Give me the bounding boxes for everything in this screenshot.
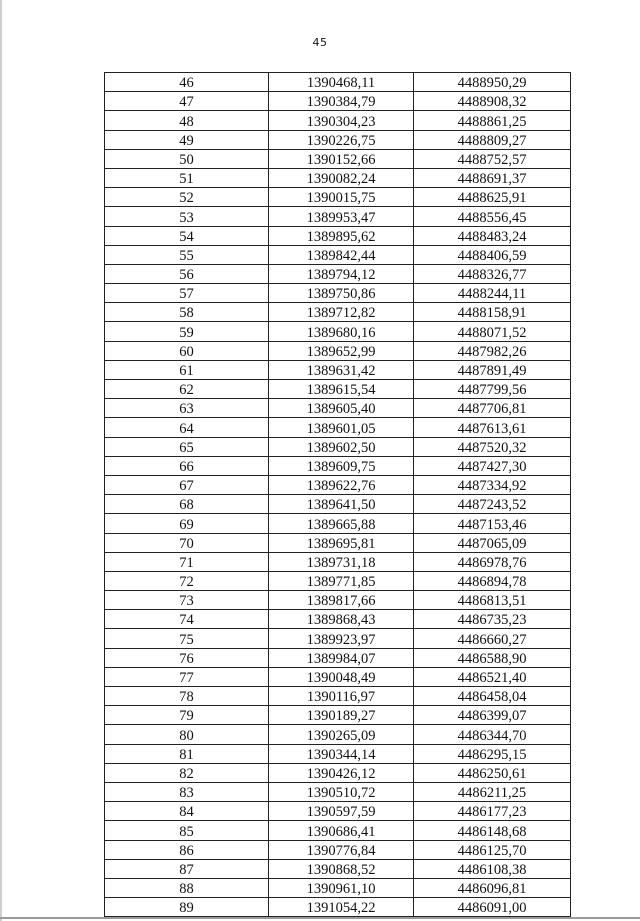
point-number-cell: 51	[105, 168, 269, 187]
x-coordinate-cell: 1389631,42	[269, 360, 414, 379]
table-row	[105, 610, 571, 629]
y-coordinate-cell: 4487243,52	[414, 495, 571, 514]
point-number-cell: 49	[105, 130, 269, 149]
x-coordinate-cell: 1389923,97	[269, 629, 414, 648]
x-coordinate-cell: 1390868,52	[269, 859, 414, 878]
point-number-cell: 73	[105, 591, 269, 610]
table-row	[105, 725, 571, 744]
y-coordinate-cell: 4487982,26	[414, 341, 571, 360]
y-coordinate-cell: 4486108,38	[414, 859, 571, 878]
x-coordinate-cell: 1390597,59	[269, 802, 414, 821]
table-row	[105, 533, 571, 552]
y-coordinate-cell: 4486344,70	[414, 725, 571, 744]
point-number-cell: 61	[105, 360, 269, 379]
x-coordinate-cell: 1390226,75	[269, 130, 414, 149]
y-coordinate-cell: 4486521,40	[414, 667, 571, 686]
point-number-cell: 47	[105, 92, 269, 111]
x-coordinate-cell: 1389680,16	[269, 322, 414, 341]
table-row	[105, 898, 571, 917]
table-row	[105, 437, 571, 456]
table-row	[105, 456, 571, 475]
table-row	[105, 744, 571, 763]
point-number-cell: 80	[105, 725, 269, 744]
point-number-cell: 62	[105, 380, 269, 399]
x-coordinate-cell: 1389615,54	[269, 380, 414, 399]
table-row	[105, 399, 571, 418]
point-number-cell: 88	[105, 878, 269, 897]
table-row	[105, 552, 571, 571]
coordinates-table	[104, 72, 571, 917]
table-row	[105, 284, 571, 303]
table-row	[105, 878, 571, 897]
x-coordinate-cell: 1389652,99	[269, 341, 414, 360]
point-number-cell: 71	[105, 552, 269, 571]
x-coordinate-cell: 1391054,22	[269, 898, 414, 917]
table-row	[105, 571, 571, 590]
table-row	[105, 360, 571, 379]
point-number-cell: 58	[105, 303, 269, 322]
y-coordinate-cell: 4488625,91	[414, 188, 571, 207]
point-number-cell: 78	[105, 687, 269, 706]
y-coordinate-cell: 4487799,56	[414, 380, 571, 399]
table-row	[105, 475, 571, 494]
y-coordinate-cell: 4486295,15	[414, 744, 571, 763]
point-number-cell: 85	[105, 821, 269, 840]
point-number-cell: 65	[105, 437, 269, 456]
x-coordinate-cell: 1390686,41	[269, 821, 414, 840]
table-row	[105, 111, 571, 130]
y-coordinate-cell: 4488556,45	[414, 207, 571, 226]
point-number-cell: 76	[105, 648, 269, 667]
y-coordinate-cell: 4486458,04	[414, 687, 571, 706]
point-number-cell: 52	[105, 188, 269, 207]
point-number-cell: 84	[105, 802, 269, 821]
table-row	[105, 168, 571, 187]
point-number-cell: 48	[105, 111, 269, 130]
y-coordinate-cell: 4486096,81	[414, 878, 571, 897]
x-coordinate-cell: 1389953,47	[269, 207, 414, 226]
y-coordinate-cell: 4488326,77	[414, 264, 571, 283]
point-number-cell: 83	[105, 782, 269, 801]
table-row	[105, 73, 571, 92]
x-coordinate-cell: 1389868,43	[269, 610, 414, 629]
point-number-cell: 86	[105, 840, 269, 859]
x-coordinate-cell: 1390015,75	[269, 188, 414, 207]
y-coordinate-cell: 4488861,25	[414, 111, 571, 130]
point-number-cell: 74	[105, 610, 269, 629]
point-number-cell: 69	[105, 514, 269, 533]
page-edge-shadow	[0, 0, 2, 921]
x-coordinate-cell: 1389984,07	[269, 648, 414, 667]
point-number-cell: 53	[105, 207, 269, 226]
table-row	[105, 821, 571, 840]
table-row	[105, 92, 571, 111]
y-coordinate-cell: 4486978,76	[414, 552, 571, 571]
x-coordinate-cell: 1390384,79	[269, 92, 414, 111]
y-coordinate-cell: 4487891,49	[414, 360, 571, 379]
point-number-cell: 59	[105, 322, 269, 341]
y-coordinate-cell: 4486177,23	[414, 802, 571, 821]
x-coordinate-cell: 1389641,50	[269, 495, 414, 514]
table-row	[105, 188, 571, 207]
table-row	[105, 264, 571, 283]
y-coordinate-cell: 4487427,30	[414, 456, 571, 475]
x-coordinate-cell: 1389771,85	[269, 571, 414, 590]
y-coordinate-cell: 4488752,57	[414, 149, 571, 168]
x-coordinate-cell: 1389665,88	[269, 514, 414, 533]
table-row	[105, 687, 571, 706]
point-number-cell: 70	[105, 533, 269, 552]
point-number-cell: 57	[105, 284, 269, 303]
x-coordinate-cell: 1389712,82	[269, 303, 414, 322]
point-number-cell: 55	[105, 245, 269, 264]
table-row	[105, 380, 571, 399]
x-coordinate-cell: 1390265,09	[269, 725, 414, 744]
x-coordinate-cell: 1390152,66	[269, 149, 414, 168]
table-row	[105, 495, 571, 514]
table-row	[105, 782, 571, 801]
table-row	[105, 667, 571, 686]
table-row	[105, 303, 571, 322]
y-coordinate-cell: 4486148,68	[414, 821, 571, 840]
table-row	[105, 149, 571, 168]
x-coordinate-cell: 1389895,62	[269, 226, 414, 245]
point-number-cell: 50	[105, 149, 269, 168]
x-coordinate-cell: 1390510,72	[269, 782, 414, 801]
x-coordinate-cell: 1390426,12	[269, 763, 414, 782]
point-number-cell: 68	[105, 495, 269, 514]
x-coordinate-cell: 1389602,50	[269, 437, 414, 456]
x-coordinate-cell: 1389695,81	[269, 533, 414, 552]
y-coordinate-cell: 4488950,29	[414, 73, 571, 92]
point-number-cell: 64	[105, 418, 269, 437]
x-coordinate-cell: 1390116,97	[269, 687, 414, 706]
table-row	[105, 802, 571, 821]
x-coordinate-cell: 1389605,40	[269, 399, 414, 418]
table-row	[105, 763, 571, 782]
point-number-cell: 79	[105, 706, 269, 725]
x-coordinate-cell: 1390776,84	[269, 840, 414, 859]
y-coordinate-cell: 4486588,90	[414, 648, 571, 667]
point-number-cell: 67	[105, 475, 269, 494]
y-coordinate-cell: 4486813,51	[414, 591, 571, 610]
point-number-cell: 77	[105, 667, 269, 686]
coordinates-table-body	[105, 73, 571, 917]
table-row	[105, 341, 571, 360]
y-coordinate-cell: 4488809,27	[414, 130, 571, 149]
table-row	[105, 245, 571, 264]
y-coordinate-cell: 4487520,32	[414, 437, 571, 456]
table-row	[105, 130, 571, 149]
table-row	[105, 226, 571, 245]
point-number-cell: 75	[105, 629, 269, 648]
table-row	[105, 591, 571, 610]
y-coordinate-cell: 4486091,00	[414, 898, 571, 917]
point-number-cell: 66	[105, 456, 269, 475]
y-coordinate-cell: 4486250,61	[414, 763, 571, 782]
page-number: 45	[312, 36, 328, 49]
x-coordinate-cell: 1389731,18	[269, 552, 414, 571]
x-coordinate-cell: 1390468,11	[269, 73, 414, 92]
x-coordinate-cell: 1389622,76	[269, 475, 414, 494]
x-coordinate-cell: 1390961,10	[269, 878, 414, 897]
x-coordinate-cell: 1390189,27	[269, 706, 414, 725]
x-coordinate-cell: 1390048,49	[269, 667, 414, 686]
table-row	[105, 648, 571, 667]
y-coordinate-cell: 4486660,27	[414, 629, 571, 648]
point-number-cell: 82	[105, 763, 269, 782]
point-number-cell: 60	[105, 341, 269, 360]
x-coordinate-cell: 1389794,12	[269, 264, 414, 283]
y-coordinate-cell: 4486399,07	[414, 706, 571, 725]
x-coordinate-cell: 1389750,86	[269, 284, 414, 303]
x-coordinate-cell: 1390082,24	[269, 168, 414, 187]
y-coordinate-cell: 4488483,24	[414, 226, 571, 245]
point-number-cell: 63	[105, 399, 269, 418]
x-coordinate-cell: 1389609,75	[269, 456, 414, 475]
y-coordinate-cell: 4486211,25	[414, 782, 571, 801]
x-coordinate-cell: 1389601,05	[269, 418, 414, 437]
table-row	[105, 859, 571, 878]
point-number-cell: 72	[105, 571, 269, 590]
point-number-cell: 46	[105, 73, 269, 92]
y-coordinate-cell: 4486735,23	[414, 610, 571, 629]
y-coordinate-cell: 4487334,92	[414, 475, 571, 494]
x-coordinate-cell: 1390344,14	[269, 744, 414, 763]
table-row	[105, 514, 571, 533]
table-row	[105, 629, 571, 648]
x-coordinate-cell: 1390304,23	[269, 111, 414, 130]
point-number-cell: 56	[105, 264, 269, 283]
y-coordinate-cell: 4487613,61	[414, 418, 571, 437]
y-coordinate-cell: 4488908,32	[414, 92, 571, 111]
y-coordinate-cell: 4487153,46	[414, 514, 571, 533]
y-coordinate-cell: 4488244,11	[414, 284, 571, 303]
y-coordinate-cell: 4488158,91	[414, 303, 571, 322]
point-number-cell: 81	[105, 744, 269, 763]
y-coordinate-cell: 4488071,52	[414, 322, 571, 341]
y-coordinate-cell: 4486125,70	[414, 840, 571, 859]
table-row	[105, 706, 571, 725]
table-row	[105, 840, 571, 859]
y-coordinate-cell: 4487706,81	[414, 399, 571, 418]
page-bottom-edge	[0, 917, 640, 919]
point-number-cell: 54	[105, 226, 269, 245]
point-number-cell: 87	[105, 859, 269, 878]
y-coordinate-cell: 4487065,09	[414, 533, 571, 552]
x-coordinate-cell: 1389842,44	[269, 245, 414, 264]
table-row	[105, 418, 571, 437]
x-coordinate-cell: 1389817,66	[269, 591, 414, 610]
table-row	[105, 322, 571, 341]
y-coordinate-cell: 4488691,37	[414, 168, 571, 187]
y-coordinate-cell: 4486894,78	[414, 571, 571, 590]
point-number-cell: 89	[105, 898, 269, 917]
y-coordinate-cell: 4488406,59	[414, 245, 571, 264]
table-row	[105, 207, 571, 226]
